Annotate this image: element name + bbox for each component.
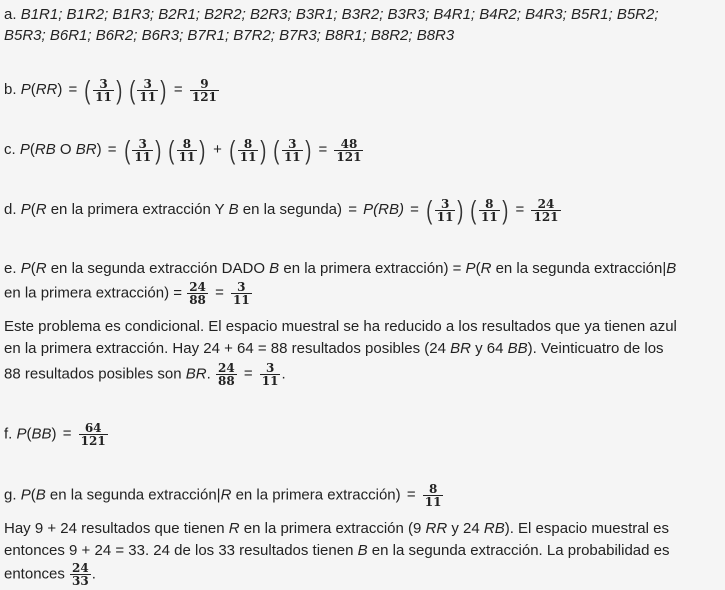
paren-close: ) bbox=[199, 135, 206, 165]
paren-close: ) bbox=[116, 75, 123, 105]
event-r: R bbox=[35, 200, 47, 218]
part-b-label: b. bbox=[4, 80, 21, 98]
fraction bbox=[137, 78, 158, 103]
equals-sign: = bbox=[68, 80, 78, 98]
numerator: 8 bbox=[428, 482, 438, 496]
denominator: 121 bbox=[80, 434, 106, 448]
denominator: 11 bbox=[261, 374, 279, 388]
paren-open: ( bbox=[470, 195, 477, 225]
numerator: 8 bbox=[243, 136, 253, 151]
denominator: 121 bbox=[533, 209, 559, 224]
equals-sign: = bbox=[515, 200, 525, 218]
numerator: 8 bbox=[182, 136, 192, 151]
explanation-line-2 bbox=[4, 540, 722, 562]
event-rr: RR bbox=[425, 520, 448, 537]
fraction bbox=[238, 138, 259, 163]
prob-symbol: P bbox=[16, 425, 27, 443]
numerator: 24 bbox=[189, 280, 206, 294]
part-a-label: a. bbox=[4, 6, 21, 23]
denominator: 11 bbox=[178, 149, 196, 164]
prob-symbol: P bbox=[19, 140, 30, 158]
paren-open: ( bbox=[229, 135, 236, 165]
paren-open: ( bbox=[30, 80, 36, 98]
result-fraction bbox=[531, 198, 560, 223]
event-r: R bbox=[228, 520, 240, 537]
event-br: BR bbox=[450, 340, 471, 357]
condition-text: en la segunda bbox=[238, 200, 338, 218]
numerator: 3 bbox=[265, 361, 275, 375]
plus-sign: + bbox=[213, 140, 222, 158]
numerator: 64 bbox=[84, 421, 102, 435]
explanation-text: y 24 bbox=[447, 520, 484, 537]
paren-close: ) bbox=[395, 486, 401, 504]
explanation-text: entonces bbox=[4, 565, 70, 583]
equals-sign: = bbox=[448, 260, 466, 277]
explanation-line-3 bbox=[4, 362, 722, 387]
fraction bbox=[216, 362, 237, 387]
fraction bbox=[282, 138, 303, 163]
part-g-label: g. bbox=[4, 486, 21, 504]
sample-space-line-2: B5R3; B6R1; B6R2; B6R3; B7R1; B7R2; B7R3; B8R1; B8R2; B8R3 bbox=[4, 27, 455, 44]
equals-sign: = bbox=[169, 284, 187, 302]
part-g-explanation bbox=[4, 518, 722, 587]
fraction bbox=[435, 198, 456, 223]
paren-open: ( bbox=[30, 260, 36, 277]
paren-close: ) bbox=[457, 195, 464, 225]
paren-open: ( bbox=[84, 75, 91, 105]
paren-close: ) bbox=[57, 80, 63, 98]
part-f bbox=[4, 422, 722, 447]
denominator: 88 bbox=[189, 293, 206, 307]
part-e-label: e. bbox=[4, 260, 21, 277]
explanation-text: ). Veinticuatro de los bbox=[527, 340, 664, 357]
denominator: 121 bbox=[191, 89, 217, 104]
prob-symbol: P bbox=[20, 200, 31, 218]
numerator: 3 bbox=[440, 196, 450, 211]
event-r: R bbox=[35, 260, 47, 277]
fraction bbox=[479, 198, 500, 223]
event-rr: RR bbox=[35, 80, 58, 98]
event-b: B bbox=[35, 486, 46, 504]
fraction bbox=[187, 281, 208, 306]
paren-close: ) bbox=[96, 140, 102, 158]
paren-close: ) bbox=[164, 284, 170, 302]
denominator: 11 bbox=[239, 149, 257, 164]
event-bb: BB bbox=[31, 425, 52, 443]
explanation-text: entonces 9 + 24 = 33. 24 de los 33 resultados tienen bbox=[4, 542, 358, 559]
part-e-line-2 bbox=[4, 281, 722, 306]
explanation-text: Hay 9 + 24 resultados que tienen bbox=[4, 520, 229, 537]
paren-open: ( bbox=[30, 200, 36, 218]
condition-text: en la primera extracción bbox=[279, 260, 444, 277]
paren-open: ( bbox=[123, 135, 131, 165]
event-bb: BB bbox=[507, 340, 528, 357]
event-rb: RB bbox=[483, 520, 505, 537]
denominator: 11 bbox=[139, 89, 157, 104]
numerator: 3 bbox=[143, 76, 152, 91]
paren-close: ) bbox=[160, 75, 167, 105]
denominator: 11 bbox=[424, 495, 442, 509]
condition-text: en la segunda extracción| bbox=[45, 486, 221, 504]
event-r: R bbox=[220, 486, 232, 504]
paren-close: ) bbox=[304, 135, 312, 165]
denominator: 121 bbox=[336, 149, 362, 164]
equals-sign: = bbox=[107, 140, 117, 158]
equals-sign: = bbox=[348, 200, 357, 218]
explanation-text: ). El espacio muestral es bbox=[504, 520, 669, 537]
condition-text: en la segunda extracción DADO bbox=[46, 260, 270, 277]
explanation-text: 88 resultados posibles son bbox=[4, 365, 186, 383]
prob-symbol: P bbox=[20, 486, 31, 504]
paren-open: ( bbox=[273, 135, 280, 165]
result-fraction bbox=[79, 422, 108, 447]
explanation-text: . bbox=[206, 365, 215, 383]
result-fraction bbox=[334, 138, 363, 163]
result-fraction bbox=[70, 562, 91, 587]
paren-open: ( bbox=[426, 195, 433, 225]
numerator: 48 bbox=[340, 136, 358, 151]
fraction bbox=[177, 138, 198, 163]
part-d-label: d. bbox=[4, 200, 21, 218]
numerator: 9 bbox=[200, 76, 209, 91]
paren-close: ) bbox=[51, 425, 57, 443]
explanation-line-1 bbox=[4, 518, 722, 540]
numerator: 3 bbox=[288, 136, 297, 151]
explanation-line-3 bbox=[4, 562, 722, 587]
equals-sign: = bbox=[173, 80, 183, 98]
equals-sign: = bbox=[406, 486, 416, 504]
prob-symbol: P bbox=[363, 200, 374, 218]
event-br: BR bbox=[75, 140, 97, 158]
explanation-text: y 64 bbox=[470, 340, 508, 357]
prob-symbol: P bbox=[20, 80, 31, 98]
fraction bbox=[132, 138, 153, 163]
numerator: 24 bbox=[537, 196, 555, 211]
paren-close: ) bbox=[443, 260, 449, 277]
part-g bbox=[4, 483, 722, 508]
equals-sign: = bbox=[243, 365, 253, 383]
denominator: 11 bbox=[480, 209, 498, 224]
part-b bbox=[4, 77, 722, 103]
explanation-text: en la segunda extracción. La probabilidad es bbox=[367, 542, 670, 559]
part-c-label: c. bbox=[4, 140, 20, 158]
paren-open: ( bbox=[26, 425, 32, 443]
event-r: R bbox=[480, 260, 492, 277]
condition-text: en la primera extracción bbox=[4, 284, 165, 302]
explanation-text: en la primera extracción. Hay 24 + 64 = 88 resultados posibles (24 bbox=[4, 340, 451, 357]
paren-open: ( bbox=[129, 75, 136, 105]
event-b: B bbox=[269, 260, 280, 277]
denominator: 11 bbox=[134, 149, 152, 164]
part-e-line-1 bbox=[4, 258, 722, 279]
part-e bbox=[4, 258, 722, 306]
event-rb: (RB) bbox=[373, 200, 404, 218]
paren-open: ( bbox=[29, 140, 35, 158]
denominator: 11 bbox=[95, 89, 112, 104]
part-a-line-2 bbox=[4, 25, 722, 46]
paren-close: ) bbox=[501, 195, 509, 225]
sample-space-line-1: B1R1; B1R2; B1R3; B2R1; B2R2; B2R3; B3R1; B3R2; B3R3; B4R1; B4R2; B4R3; B5R1; B5R2; bbox=[20, 6, 659, 23]
denominator: 88 bbox=[217, 374, 235, 388]
part-f-label: f. bbox=[4, 425, 17, 443]
paren-close: ) bbox=[260, 135, 267, 165]
numerator: 3 bbox=[138, 136, 147, 151]
denominator: 33 bbox=[72, 574, 89, 588]
condition-text: en la segunda extracción| bbox=[491, 260, 667, 277]
part-a bbox=[4, 4, 722, 46]
numerator: 24 bbox=[217, 361, 235, 375]
event-b: B bbox=[357, 542, 368, 559]
numerator: 3 bbox=[99, 76, 108, 91]
equals-sign: = bbox=[410, 200, 419, 218]
event-br: BR bbox=[185, 365, 207, 383]
part-a-line-1 bbox=[4, 4, 722, 25]
numerator: 8 bbox=[485, 196, 494, 211]
or-word: O bbox=[55, 140, 76, 158]
paren-open: ( bbox=[30, 486, 36, 504]
part-c bbox=[4, 137, 722, 163]
part-d bbox=[4, 197, 722, 223]
paren-open: ( bbox=[475, 260, 481, 277]
explanation-text: en la primera extracción (9 bbox=[239, 520, 426, 537]
period: . bbox=[281, 365, 286, 383]
event-b: B bbox=[666, 260, 677, 277]
equals-sign: = bbox=[62, 425, 72, 443]
period: . bbox=[91, 565, 96, 583]
paren-open: ( bbox=[168, 135, 175, 165]
paren-close: ) bbox=[155, 135, 162, 165]
part-e-explanation bbox=[4, 316, 722, 387]
condition-text: en la primera extracción bbox=[231, 486, 396, 504]
explanation-line-1: Este problema es condicional. El espacio muestral se ha reducido a los resultados que ya tienen azul bbox=[4, 318, 677, 335]
event-b: B bbox=[228, 200, 239, 218]
numerator: 3 bbox=[237, 280, 246, 294]
denominator: 11 bbox=[436, 209, 454, 224]
result-fraction bbox=[260, 362, 281, 387]
prob-symbol: P bbox=[20, 260, 31, 277]
equals-sign: = bbox=[318, 140, 328, 158]
result-fraction bbox=[423, 483, 444, 508]
numerator: 24 bbox=[72, 561, 89, 575]
prob-symbol: P bbox=[465, 260, 476, 277]
result-fraction bbox=[190, 78, 219, 103]
event-rb: RB bbox=[34, 140, 56, 158]
denominator: 11 bbox=[283, 149, 301, 164]
equals-sign: = bbox=[215, 284, 224, 302]
paren-close: ) bbox=[337, 200, 343, 218]
result-fraction bbox=[231, 281, 252, 306]
denominator: 11 bbox=[233, 293, 250, 307]
explanation-line-2 bbox=[4, 338, 722, 360]
fraction bbox=[93, 78, 114, 103]
condition-text: en la primera extracción Y bbox=[46, 200, 229, 218]
